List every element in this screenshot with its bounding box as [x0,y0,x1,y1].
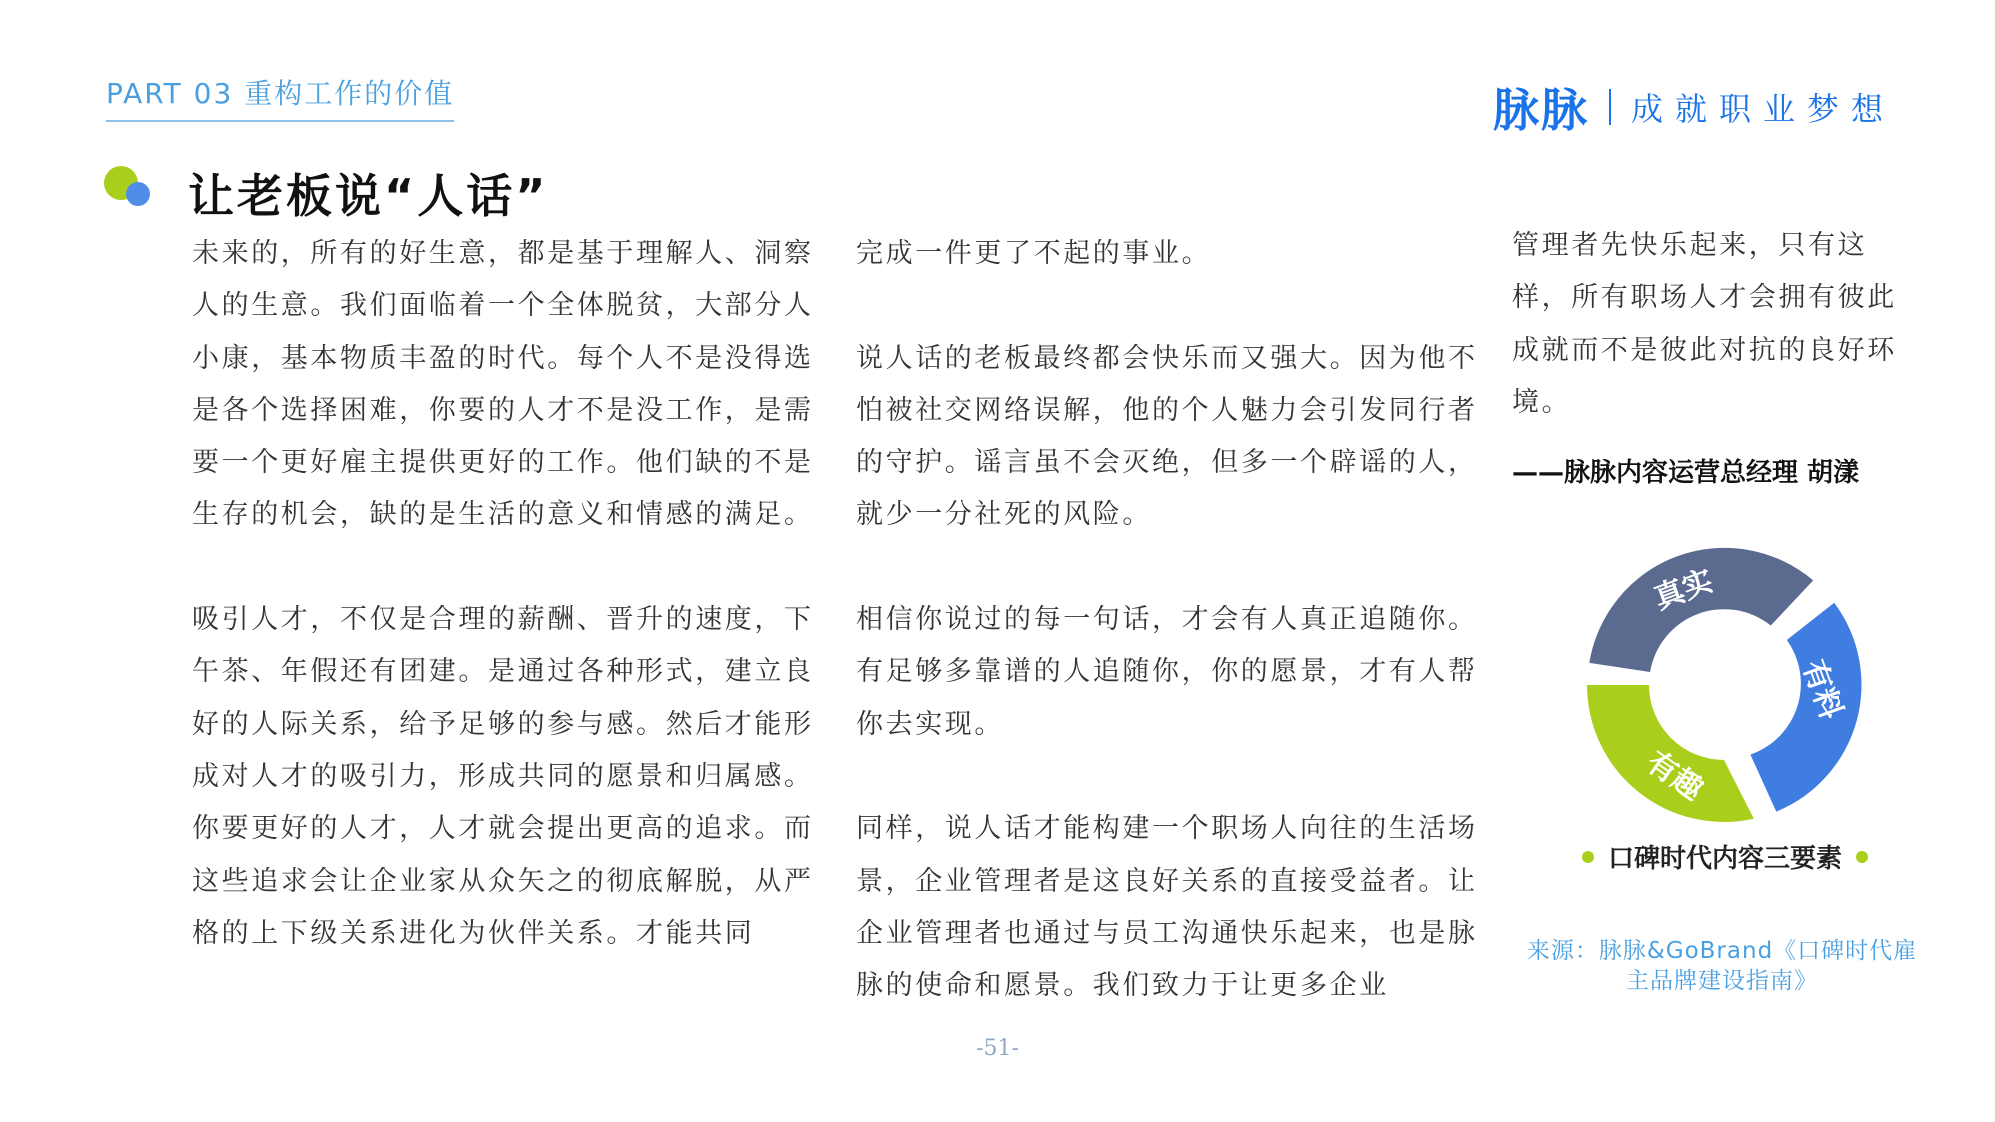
paragraph: 相信你说过的每一句话，才会有人真正追随你。有足够多靠谱的人追随你，你的愿景，才有人帮你去实现。 [856,604,1478,740]
paragraph: 说人话的老板最终都会快乐而又强大。因为他不怕被社交网络误解，他的个人魅力会引发同行者的守护。谣言虽不会灭绝，但多一个辟谣的人，就少一分社死的风险。 [856,342,1478,531]
part-label: PART 03 重构工作的价值 [106,72,454,122]
caption-dot-icon [1856,851,1868,863]
page-number: -51- [976,1036,1019,1061]
source-note [1512,936,1932,996]
ring-label-real: 真实 [1649,563,1718,617]
quote-author: ——脉脉内容运营总经理 胡漾 [1512,458,1860,488]
section-title: 让老板说“人话” [188,169,549,223]
paragraph: 吸引人才，不仅是合理的薪酬、晋升的速度，下午茶、年假还有团建。是通过各种形式，建立良好的人际关系，给予足够的参与感。然后才能形成对人才的吸引力，形成共同的愿景和归属感。你要更好的人才，人才就会提出更高的追求。而这些追求会让企业家从众矢之的彻底解脱，从严格的上下级关系进化为伙伴关系。才能共同 [192,604,814,949]
brand-header [1493,74,1895,140]
ring-caption-text: 口碑时代内容三要素 [1607,844,1842,874]
ring-label-fun: 有趣 [1639,744,1710,808]
brand-logo: 脉脉 [1492,83,1589,137]
ring-label-material: 有料 [1795,655,1849,724]
paragraph: 完成一件更了不起的事业。 [856,238,1212,269]
content-elements-ring [1584,545,1864,825]
source-line-1: 来源：脉脉&GoBrand《口碑时代雇 [1526,938,1918,964]
text-column-2 [856,228,1486,1012]
paragraph: 未来的，所有的好生意，都是基于理解人、洞察人的生意。我们面临着一个全体脱贫，大部分人小康，基本物质丰盈的时代。每个人不是没得选是各个选择困难，你要的人才不是没工作，是需要一个更好雇主提供更好的工作。他们缺的不是生存的机会，缺的是生活的意义和情感的满足。 [192,238,814,531]
text-column-1 [192,228,822,960]
title-dots-icon [104,166,154,210]
source-line-2: 主品牌建设指南》 [1626,968,1818,994]
caption-dot-icon [1582,851,1594,863]
ring-caption [1570,838,1880,875]
paragraph: 同样，说人话才能构建一个职场人向往的生活场景，企业管理者是这良好关系的直接受益者。让企业管理者也通过与员工沟通快乐起来，也是脉脉的使命和愿景。我们致力于让更多企业 [856,813,1478,1002]
blue-dot-icon [126,182,150,206]
paragraph: 管理者先快乐起来，只有这样，所有职场人才会拥有彼此成就而不是彼此对抗的良好环境。 [1512,230,1897,418]
brand-slogan: 成就职业梦想 [1630,90,1895,128]
text-column-3 [1512,220,1922,429]
brand-divider [1609,89,1611,125]
